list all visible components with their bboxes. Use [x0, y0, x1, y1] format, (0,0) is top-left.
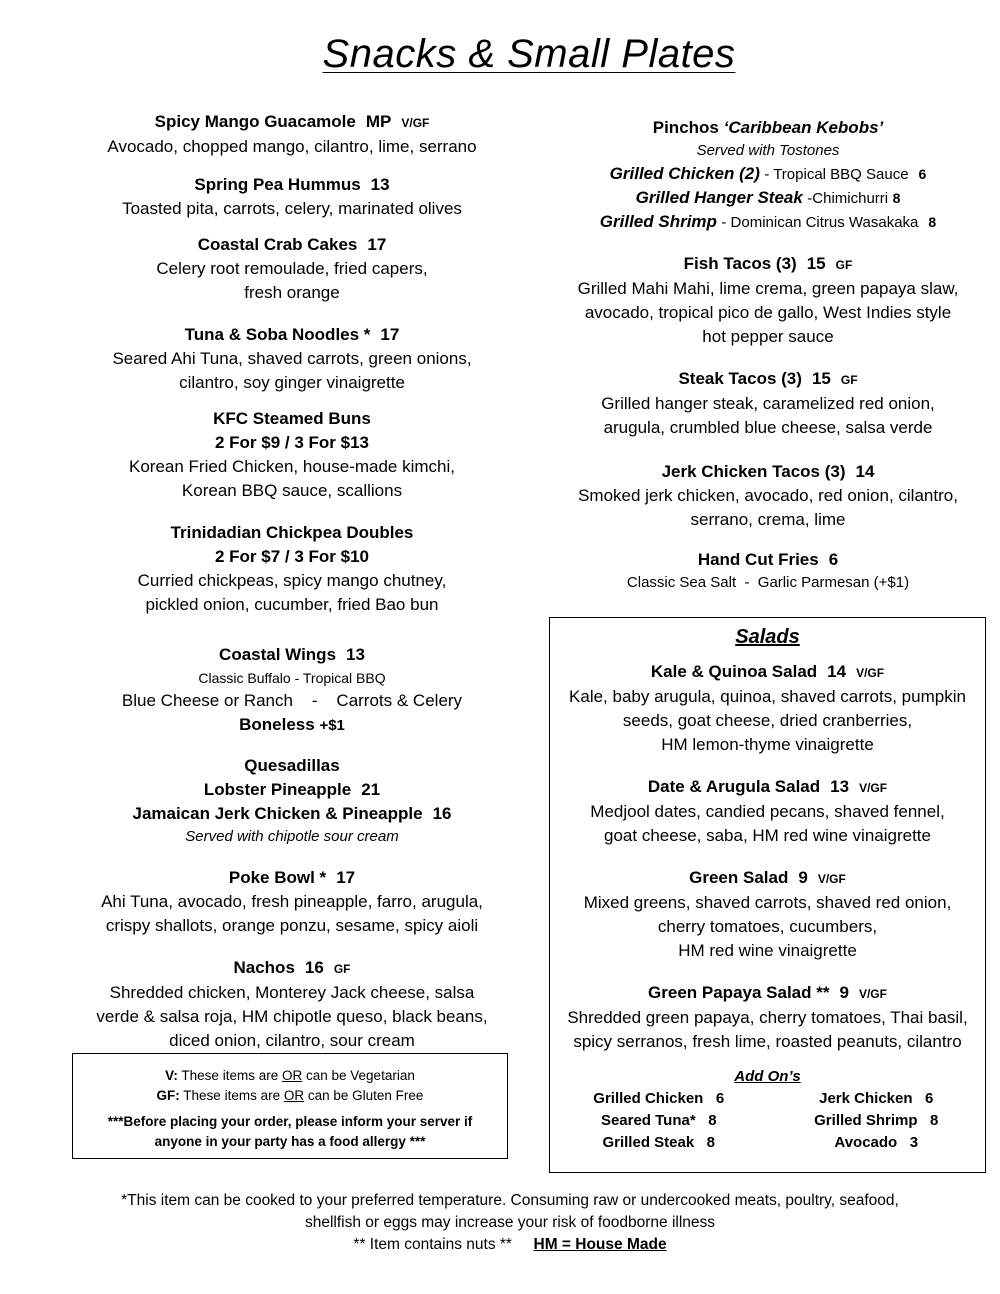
item-note: Served with chipotle sour cream [185, 828, 399, 845]
item-description: Toasted pita, carrots, celery, marinated olives [122, 199, 462, 218]
allergy-notice: ***Before placing your order, please inform your server if [107, 1114, 473, 1129]
item-price-options: 2 For $7 / 3 For $10 [214, 547, 369, 566]
left-menu-column [72, 110, 512, 1065]
item-name: Tuna & Soba Noodles * [184, 325, 371, 344]
item-price: 15 [811, 369, 831, 388]
menu-item-quesadillas [72, 754, 512, 848]
salad-kale-quinoa [550, 660, 985, 757]
item-description: cilantro, soy ginger vinaigrette [179, 373, 405, 392]
menu-item-jerk-tacos [548, 460, 988, 532]
item-flavors: Classic Buffalo - Tropical BBQ [198, 670, 386, 686]
item-name: Hand Cut Fries [697, 550, 819, 569]
item-description: Shredded chicken, Monterey Jack cheese, salsa [109, 983, 475, 1002]
legend-v-label: V: [165, 1068, 178, 1083]
menu-item-pinchos [548, 116, 988, 234]
addons-list [550, 1088, 985, 1154]
item-price: 13 [370, 175, 390, 194]
item-name: Steak Tacos (3) [678, 369, 802, 388]
dietary-legend-box [72, 1053, 508, 1159]
item-description: Kale, baby arugula, quinoa, shaved carrots, pumpkin [569, 687, 966, 706]
item-price: 13 [830, 777, 850, 796]
diet-tag: V/GF [401, 116, 430, 130]
item-description: hot pepper sauce [702, 327, 834, 346]
footer-disclaimer [60, 1190, 960, 1256]
item-name: Quesadillas [244, 756, 340, 775]
kebob-price: 8 [928, 214, 937, 230]
item-description: diced onion, cilantro, sour cream [169, 1031, 415, 1050]
item-name: Trinidadian Chickpea Doubles [170, 523, 414, 542]
option-price: 16 [432, 804, 452, 823]
item-description: Shredded green papaya, cherry tomatoes, Thai basil, [567, 1008, 968, 1027]
item-description: Medjool dates, candied pecans, shaved fennel, [590, 802, 945, 821]
item-description: Seared Ahi Tuna, shaved carrots, green onions, [112, 349, 472, 368]
item-description: crispy shallots, orange ponzu, sesame, spicy aioli [105, 916, 479, 935]
item-price: 9 [798, 868, 808, 887]
diet-tag: V/GF [858, 987, 887, 1001]
boneless-price: +$1 [319, 717, 345, 734]
hm-notice: HM = House Made [533, 1236, 667, 1253]
item-description: Curried chickpeas, spicy mango chutney, [137, 571, 447, 590]
item-description: Celery root remoulade, fried capers, [156, 259, 428, 278]
item-description: HM red wine vinaigrette [678, 941, 857, 960]
item-price: 17 [380, 325, 400, 344]
raw-food-warning: shellfish or eggs may increase your risk of foodborne illness [304, 1214, 716, 1231]
legend-text: can be Gluten Free [307, 1088, 424, 1103]
item-name: Fish Tacos (3) [683, 254, 797, 273]
kebob-sauce: - Dominican Citrus Wasakaka [721, 214, 919, 231]
item-description: Mixed greens, shaved carrots, shaved red onion, [583, 893, 952, 912]
right-menu-column [548, 116, 988, 606]
item-description: Smoked jerk chicken, avocado, red onion, cilantro, [578, 486, 958, 505]
page-title: Snacks & Small Plates [322, 32, 736, 76]
item-description: Blue Cheese or Ranch - Carrots & Celery [121, 691, 463, 710]
legend-text: These items are [183, 1088, 281, 1103]
item-description: Grilled hanger steak, caramelized red onion, [601, 394, 935, 413]
item-description: Classic Sea Salt - Garlic Parmesan (+$1) [626, 574, 910, 591]
item-description: fresh orange [244, 283, 340, 302]
item-name: Kale & Quinoa Salad [650, 662, 818, 681]
menu-item-fish-tacos [548, 252, 988, 349]
menu-item-crab-cakes [72, 233, 512, 305]
diet-tag: GF [333, 962, 351, 976]
item-price: MP [365, 112, 392, 131]
item-description: Korean BBQ sauce, scallions [181, 481, 403, 500]
kebob-price: 6 [918, 166, 927, 182]
item-subtitle: ‘Caribbean Kebobs’ [723, 118, 884, 137]
item-name: Spring Pea Hummus [194, 175, 361, 194]
legend-text: can be Vegetarian [306, 1068, 415, 1083]
item-name: Date & Arugula Salad [647, 777, 821, 796]
item-price: 16 [304, 958, 324, 977]
item-description: spicy serranos, fresh lime, roasted peanuts, cilantro [573, 1032, 962, 1051]
item-price: 9 [839, 983, 849, 1002]
raw-food-warning: *This item can be cooked to your preferred temperature. Consuming raw or undercooked meats, poultry, seafood, [121, 1192, 899, 1209]
kebob-name: Grilled Chicken (2) [609, 164, 760, 183]
item-price: 14 [827, 662, 847, 681]
diet-tag: GF [840, 373, 858, 387]
menu-item-fries [548, 548, 988, 594]
item-description: avocado, tropical pico de gallo, West Indies style [584, 303, 952, 322]
item-description: HM lemon-thyme vinaigrette [661, 735, 874, 754]
addons-heading: Add On’s [734, 1068, 801, 1085]
salad-date-arugula [550, 775, 985, 848]
item-price: 14 [855, 462, 875, 481]
salad-green-papaya [550, 981, 985, 1054]
addon-item: Grilled Steak 8 [602, 1134, 716, 1151]
diet-tag: V/GF [856, 666, 885, 680]
item-description: Ahi Tuna, avocado, fresh pineapple, farro, arugula, [101, 892, 483, 911]
addon-item: Grilled Chicken 6 [593, 1090, 725, 1107]
item-description: cherry tomatoes, cucumbers, [657, 917, 878, 936]
item-name: Green Salad [689, 868, 789, 887]
item-price: 13 [346, 645, 365, 664]
item-description: Grilled Mahi Mahi, lime crema, green papaya slaw, [577, 279, 959, 298]
item-note: Served with Tostones [696, 142, 840, 159]
item-name: Pinchos [652, 118, 719, 137]
item-price: 17 [336, 868, 356, 887]
salads-heading: Salads [735, 626, 800, 648]
item-description: verde & salsa roja, HM chipotle queso, black beans, [96, 1007, 488, 1026]
kebob-sauce: - Tropical BBQ Sauce [764, 166, 909, 183]
item-description: goat cheese, saba, HM red wine vinaigrette [604, 826, 931, 845]
kebob-sauce: -Chimichurri [807, 190, 889, 207]
item-name: KFC Steamed Buns [213, 409, 371, 428]
item-name: Spicy Mango Guacamole [154, 112, 356, 131]
allergy-notice: anyone in your party has a food allergy *** [154, 1134, 426, 1149]
menu-item-doubles [72, 521, 512, 617]
diet-tag: GF [835, 258, 853, 272]
addon-item: Grilled Shrimp 8 [814, 1112, 939, 1129]
item-price-options: 2 For $9 / 3 For $13 [214, 433, 369, 452]
item-name: Nachos [233, 958, 295, 977]
item-description: serrano, crema, lime [690, 510, 846, 529]
item-name: Coastal Wings [219, 645, 337, 664]
item-description: seeds, goat cheese, dried cranberries, [622, 711, 913, 730]
item-description: Avocado, chopped mango, cilantro, lime, serrano [107, 137, 477, 156]
legend-or: OR [283, 1088, 305, 1103]
item-description: Korean Fried Chicken, house-made kimchi, [129, 457, 455, 476]
item-name: Green Papaya Salad ** [648, 983, 830, 1002]
menu-item-poke-bowl [72, 866, 512, 938]
menu-item-kfc-buns [72, 407, 512, 503]
addon-item: Seared Tuna* 8 [600, 1112, 717, 1129]
option-name: Jamaican Jerk Chicken & Pineapple [132, 804, 423, 823]
item-price: 17 [367, 235, 387, 254]
legend-or: OR [281, 1068, 303, 1083]
item-name: Coastal Crab Cakes [197, 235, 358, 254]
salads-box [549, 617, 986, 1173]
menu-item-hummus [72, 173, 512, 221]
kebob-name: Grilled Shrimp [599, 212, 717, 231]
item-name: Poke Bowl * [228, 868, 327, 887]
item-name: Jerk Chicken Tacos (3) [661, 462, 846, 481]
kebob-name: Grilled Hanger Steak [635, 188, 803, 207]
addon-item: Avocado 3 [834, 1134, 919, 1151]
kebob-price: 8 [892, 190, 901, 206]
menu-item-nachos [72, 956, 512, 1053]
diet-tag: V/GF [817, 872, 846, 886]
addon-item: Jerk Chicken 6 [819, 1090, 934, 1107]
boneless-label: Boneless [239, 715, 315, 734]
option-name: Lobster Pineapple [203, 780, 352, 799]
menu-item-guacamole [72, 110, 512, 159]
menu-item-tuna-soba [72, 323, 512, 395]
item-price: 6 [828, 550, 839, 569]
legend-gf-label: GF: [156, 1088, 180, 1103]
diet-tag: V/GF [859, 781, 888, 795]
nuts-notice: ** Item contains nuts ** [353, 1236, 512, 1253]
item-price: 15 [806, 254, 826, 273]
item-description: pickled onion, cucumber, fried Bao bun [145, 595, 439, 614]
menu-item-steak-tacos [548, 367, 988, 440]
legend-text: These items are [181, 1068, 279, 1083]
salad-green [550, 866, 985, 963]
menu-item-wings [72, 643, 512, 738]
item-description: arugula, crumbled blue cheese, salsa verde [603, 418, 933, 437]
option-price: 21 [361, 780, 381, 799]
